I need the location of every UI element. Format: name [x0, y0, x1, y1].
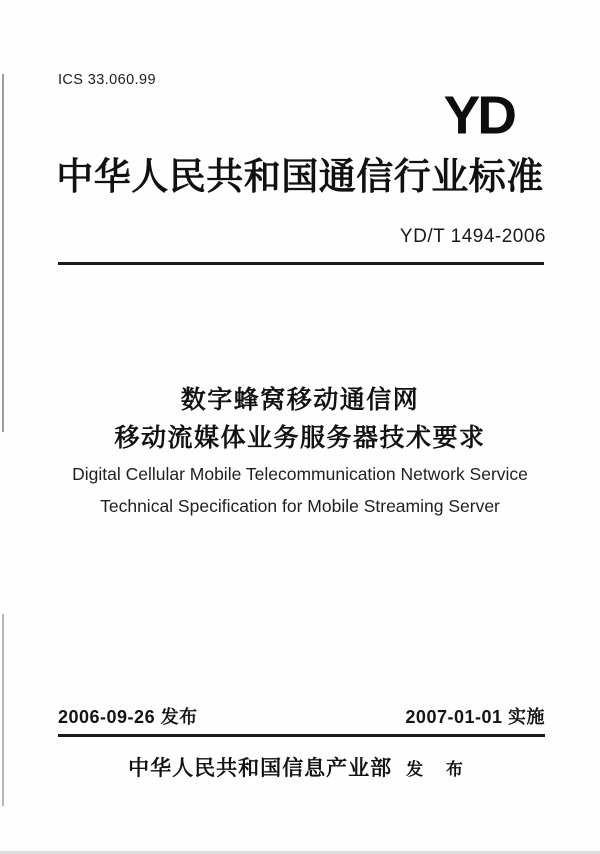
- standard-number: YD/T 1494-2006: [399, 226, 546, 247]
- publisher-action: 发 布: [406, 760, 472, 779]
- yd-logo: YD: [443, 84, 514, 146]
- doc-title-zh-line1: 数字蜂窝移动通信网: [180, 386, 420, 414]
- standard-class-title: 中华人民共和国通信行业标准: [56, 156, 544, 197]
- header-divider-rule: [58, 262, 544, 265]
- scan-edge-artifact-bottom: [2, 614, 4, 806]
- issue-date: 2006-09-26 发布: [58, 707, 198, 727]
- ics-code: ICS 33.060.99: [58, 72, 156, 88]
- doc-title-zh-line2: 移动流媒体业务服务器技术要求: [114, 424, 486, 452]
- publisher-name: 中华人民共和国信息产业部: [128, 757, 393, 780]
- doc-title-en-line2: Technical Specification for Mobile Streaming Server: [100, 496, 500, 516]
- scan-edge-artifact-top: [2, 74, 4, 432]
- dates-row: [58, 703, 545, 737]
- doc-title-en-line1: Digital Cellular Mobile Telecommunication Network Service: [72, 464, 528, 484]
- publisher-line: [0, 752, 600, 782]
- implement-date: 2007-01-01 实施: [405, 707, 545, 727]
